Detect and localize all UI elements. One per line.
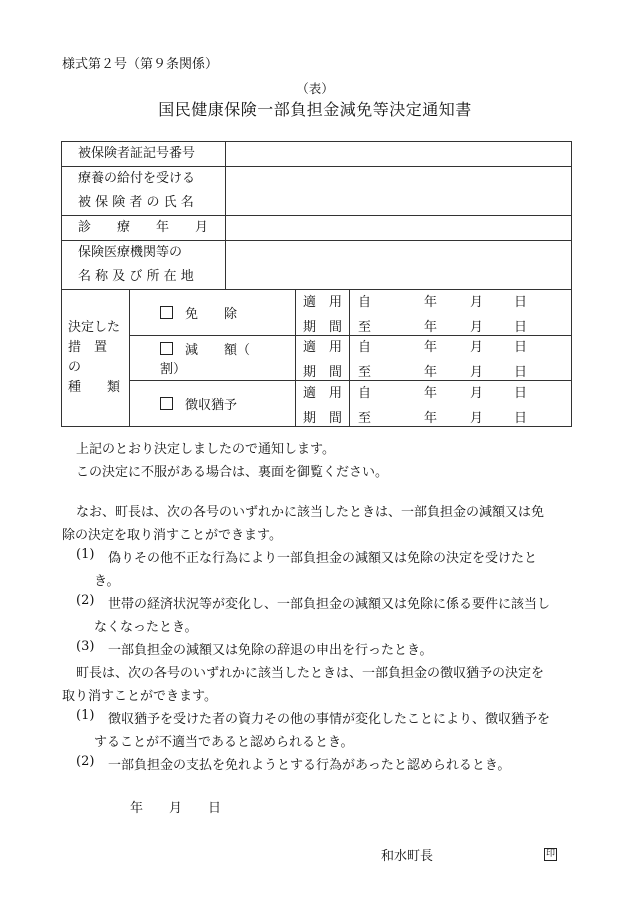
form-number: 様式第２号（第９条関係） <box>62 57 219 72</box>
decision-table <box>61 141 572 427</box>
seal-mark: 印 <box>545 849 555 859</box>
medical-institution-label: 保険医療機関等の 名 称 及 び 所 在 地 <box>62 241 226 290</box>
paragraph-b-line-2: 取り消すことができます。 <box>62 689 217 704</box>
insured-card-number-field[interactable] <box>226 142 572 167</box>
option-reduction[interactable]: 減 額（ 割） <box>130 336 296 381</box>
date-range[interactable]: 自 年 月 日 至 年 月 日 <box>350 290 572 336</box>
date-range[interactable]: 自 年 月 日 至 年 月 日 <box>350 336 572 381</box>
period-label: 適 用 期 間 <box>296 336 350 381</box>
item-text-continued: き。 <box>94 574 120 589</box>
period-label: 適 用 期 間 <box>296 381 350 427</box>
item-text-continued: することが不適当であると認められるとき。 <box>94 735 354 750</box>
item-text: 世帯の経済状況等が変化し、一部負担金の減額又は免除に係る要件に該当し <box>108 597 551 612</box>
date-range[interactable]: 自 年 月 日 至 年 月 日 <box>350 381 572 427</box>
item-text: 一部負担金の減額又は免除の辞退の申出を行ったとき。 <box>108 643 433 658</box>
period-label: 適 用 期 間 <box>296 290 350 336</box>
checkbox-reduction[interactable] <box>160 342 173 355</box>
item-text: 一部負担金の支払を免れようとする行為があったと認められるとき。 <box>108 758 511 773</box>
measure-type-label: 決定した 措 置 の 種 類 <box>62 290 130 427</box>
paragraph-a-line-2: 除の決定を取り消すことができます。 <box>62 528 282 543</box>
item-number: (2) <box>76 754 95 769</box>
paragraph-a-line-1: なお、町長は、次の各号のいずれかに該当したときは、一部負担金の減額又は免 <box>76 505 545 520</box>
document-title: 国民健康保険一部負担金減免等決定通知書 <box>158 100 472 119</box>
mayor-title: 和水町長 <box>381 849 434 864</box>
insured-name-field[interactable] <box>226 167 572 216</box>
medical-institution-field[interactable] <box>226 241 572 290</box>
checkbox-postponement[interactable] <box>160 397 173 410</box>
notice-line-1: 上記のとおり決定しましたので通知します。 <box>76 442 335 457</box>
paragraph-b-line-1: 町長は、次の各号のいずれかに該当したときは、一部負担金の徴収猶予の決定を <box>76 666 545 681</box>
treatment-month-label: 診 療 年 月 <box>62 216 226 241</box>
item-number: (1) <box>76 708 95 723</box>
item-text: 徴収猶予を受けた者の資力その他の事情が変化したことにより、徴収猶予を <box>108 712 551 727</box>
item-number: (2) <box>76 593 95 608</box>
checkbox-exemption[interactable] <box>160 306 173 319</box>
item-number: (1) <box>76 547 95 562</box>
insured-card-number-label: 被保険者証記号番号 <box>62 142 226 167</box>
treatment-month-field[interactable] <box>226 216 572 241</box>
item-text-continued: なくなったとき。 <box>94 620 198 635</box>
option-postponement[interactable]: 徴収猶予 <box>130 381 296 427</box>
item-number: (3) <box>76 639 95 654</box>
option-exemption[interactable]: 免 除 <box>130 290 296 336</box>
insured-name-label: 療養の給付を受ける 被 保 険 者 の 氏 名 <box>62 167 226 216</box>
issue-date[interactable]: 年 月 日 <box>130 801 222 816</box>
side-indicator: （表） <box>296 81 334 96</box>
item-text: 偽りその他不正な行為により一部負担金の減額又は免除の決定を受けたと <box>108 551 538 566</box>
notice-line-2: この決定に不服がある場合は、裏面を御覧ください。 <box>76 465 389 480</box>
